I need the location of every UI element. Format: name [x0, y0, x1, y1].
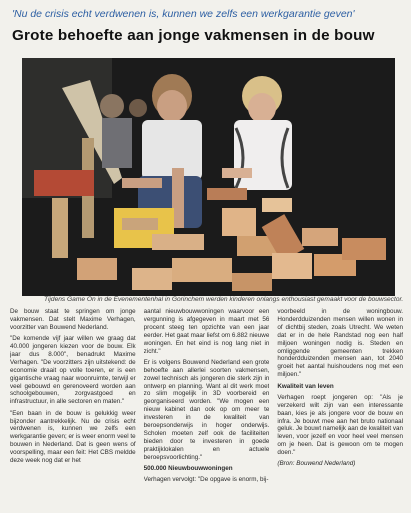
- kicker-quote: 'Nu de crisis echt verdwenen is, kunnen we zelfs een werkgarantie geven': [12, 8, 355, 20]
- paragraph: Verhagen roept jongeren op: "Als je verzekerd wilt zijn van een interessante baan, kies je als jongere voor de bouw en infra. Je bouwt mee aan het bruto nationaal geluk. Je bouwt namelijk aan de kwaliteit van leven, voor jezelf en voor heel veel mensen om je heen. Dat is gewoon om te mogen doen.": [277, 393, 404, 457]
- subheading: Kwaliteit van leven: [277, 382, 334, 390]
- column-3: [277, 308, 403, 508]
- photo-caption: Tijdens Game On in de Evenementenhal in Gorinchem werden kinderen onlangs enthousiast gemaakt voor de bouwsector.: [44, 296, 404, 303]
- article-photo: [22, 58, 395, 296]
- paragraph: De bouw staat te springen om jonge vakmensen. Dat stelt Maxime Verhagen, voorzitter van Bouwend Nederland.: [10, 308, 136, 331]
- paragraph: "De komende vijf jaar willen we graag dat 40.000 jongeren kiezen voor de bouw. Elk jaar dus 8.000", benadrukt Maxime Verhagen. "De voorzitters zijn uitstekend: de economie draait op volle toeren, er is een gigantische vraag naar woonruimte, terwijl er veel gebouwd en gerenoveerd worden aan schoolgebouwen, zorgvastgoed en infrastructuur, in alle sectoren en maten.": [10, 335, 136, 406]
- subheading: 500.000 Nieuwbouwwoningen: [143, 465, 233, 472]
- column-1: [10, 308, 136, 508]
- paragraph: aantal nieuwbouwwoningen waarvoor een vergunning is afgegeven in maart met 56 procent steeg ten opzichte van een jaar eerder. Het gaat maar liefst om 6.882 nieuwe woningen. En het eind is nog lang niet in zicht.": [143, 308, 270, 355]
- paragraph: Er is volgens Bouwend Nederland een grote behoefte aan allerlei soorten vakmensen, zowel technisch als jongeren die sterk zijn in ontwerp en planning. Want al dit werk moet zo slim mogelijk in 3D voorbereid en georganiseerd worden. "We mogen een nieuw kabinet dan ook op om meer te investeren in de kwaliteit van beroepsonderwijs in hoger onderwijs. Scholen moeten zelf ook de faciliteiten bieden door te investeren in goede praktijklokalen en actuele beroepsvoorlichting.": [143, 358, 270, 461]
- source-credit: (Bron: Bouwend Nederland): [277, 460, 356, 468]
- article-body: [10, 308, 403, 508]
- headline: Grote behoefte aan jonge vakmensen in de bouw: [12, 27, 375, 44]
- column-2: [144, 308, 270, 508]
- paragraph: Verhagen vervolgt: "De opgave is enorm, bij-: [143, 476, 269, 484]
- paragraph: voorbeeld in de woningbouw. Honderdduizenden mensen willen wonen in of dichtbij steden, zoals Utrecht. We weten dat er in de hele Randstad nog een half miljoen woningen nodig is. Steden en omliggende gemeenten trekken honderdduizenden mensen aan, tot 2040 groeit het aantal huishoudens nog met een miljoen.": [277, 308, 404, 379]
- children-building-with-wooden-blocks-photo: [22, 58, 395, 296]
- paragraph: "Een baan in de bouw is gelukkig weer bijzonder aantrekkelijk. Nu de crisis echt verdwenen is, kunnen we zelfs een werkgarantie geven; er is weer enorm veel te bouwen in Nederland. Dat is geen wens of voorspelling, maar een feit: Het CBS meldde deze week nog dat er het: [10, 409, 136, 465]
